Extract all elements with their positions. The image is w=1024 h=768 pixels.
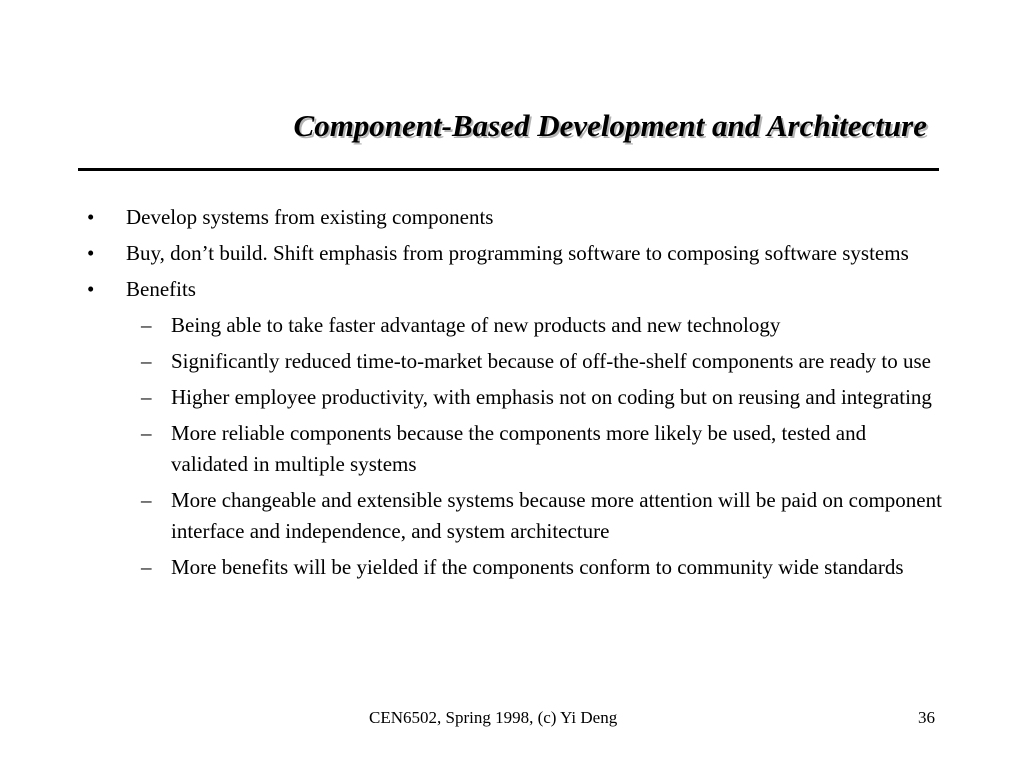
slide-title: Component-Based Development and Architecture <box>293 108 927 143</box>
bullet-marker: • <box>87 205 95 229</box>
sub-bullet-marker: – <box>141 488 152 512</box>
sub-bullet-item <box>85 418 945 480</box>
sub-bullet-text: Higher employee productivity, with emphasis not on coding but on reusing and integrating <box>171 385 932 409</box>
bullet-marker: • <box>87 241 95 265</box>
sub-bullet-item <box>85 346 945 377</box>
bullet-item <box>85 202 945 233</box>
sub-bullet-text: Significantly reduced time-to-market because of off-the-shelf components are ready to use <box>171 349 931 373</box>
slide-body <box>85 202 945 588</box>
bullet-text: Buy, don’t build. Shift emphasis from programming software to composing software systems <box>126 241 909 265</box>
bullet-marker: • <box>87 277 95 301</box>
sub-bullet-text: Being able to take faster advantage of new products and new technology <box>171 313 781 337</box>
bullet-text: Develop systems from existing components <box>126 205 494 229</box>
footer-course-text: CEN6502, Spring 1998, (c) Yi Deng <box>369 708 618 727</box>
bullet-text: Benefits <box>126 277 196 301</box>
title-divider <box>78 168 939 171</box>
sub-bullet-marker: – <box>141 313 152 337</box>
sub-bullet-item <box>85 310 945 341</box>
bullet-item <box>85 238 945 269</box>
sub-bullet-text: More changeable and extensible systems because more attention will be paid on component interface and independence, and system architecture <box>171 488 942 543</box>
sub-bullet-marker: – <box>141 385 152 409</box>
page-number: 36 <box>918 708 935 727</box>
sub-bullet-item <box>85 552 945 583</box>
sub-bullet-marker: – <box>141 421 152 445</box>
bullet-item <box>85 274 945 305</box>
sub-bullet-marker: – <box>141 555 152 579</box>
sub-bullet-text: More benefits will be yielded if the components conform to community wide standards <box>171 555 904 579</box>
sub-bullet-text: More reliable components because the components more likely be used, tested and validated in multiple systems <box>171 421 867 476</box>
sub-bullet-item <box>85 485 945 547</box>
sub-bullet-item <box>85 382 945 413</box>
sub-bullet-marker: – <box>141 349 152 373</box>
